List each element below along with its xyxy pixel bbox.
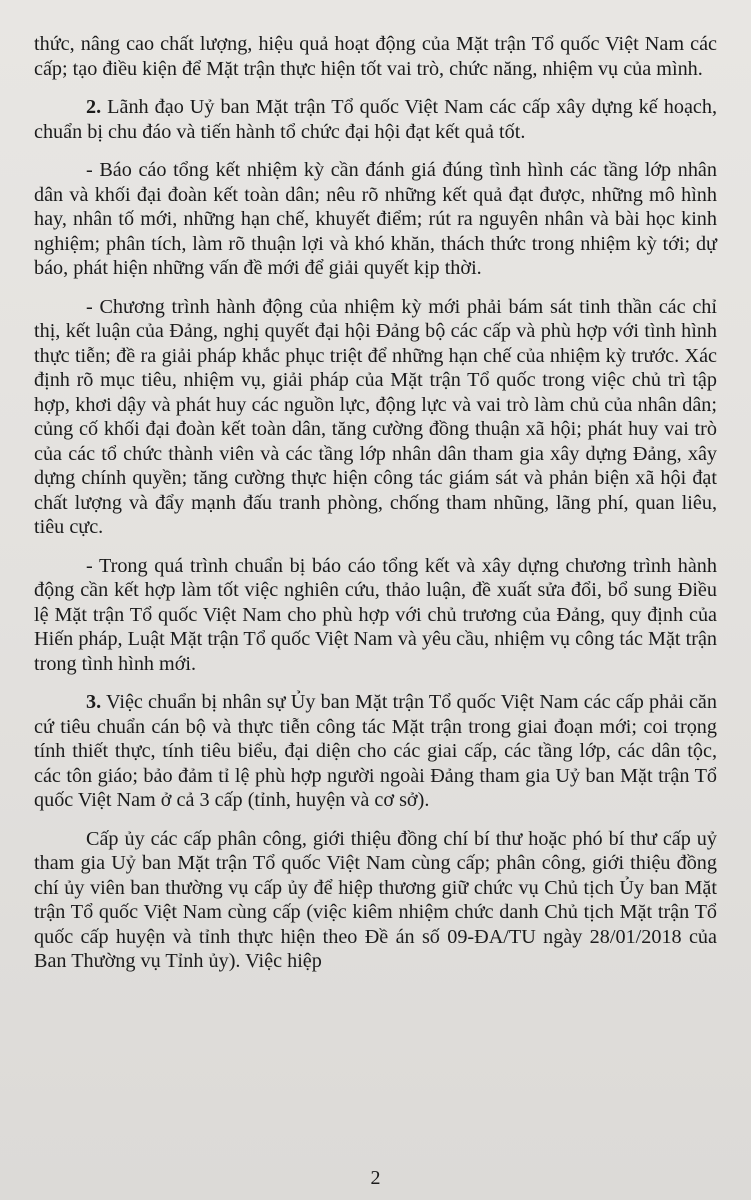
page-number: 2 <box>370 1167 381 1189</box>
paragraph-text: - Trong quá trình chuẩn bị báo cáo tổng kết và xây dựng chương trình hành động cần kết hợp làm tốt việc nghiên cứu, thảo luận, đề xuất sửa đổi, bổ sung Điều lệ Mặt trận Tổ quốc Việt Nam cho phù hợp với chủ trương của Đảng, quy định của Hiến pháp, Luật Mặt trận Tổ quốc Việt Nam và yêu cầu, nhiệm vụ công tác Mặt trận trong tình hình mới. <box>34 554 717 675</box>
paragraph-section-3 <box>34 690 717 813</box>
paragraph-text: Cấp ủy các cấp phân công, giới thiệu đồng chí bí thư hoặc phó bí thư cấp uỷ tham gia Uỷ ban Mặt trận Tổ quốc Việt Nam cùng cấp; phân công, giới thiệu đồng chí ủy viên ban thường vụ cấp ủy để hiệp thương giữ chức vụ Chủ tịch Ủy ban Mặt trận Tổ quốc Việt Nam cùng cấp (việc kiêm nhiệm chức danh Chủ tịch Mặt trận Tổ quốc cấp huyện và tỉnh thực hiện theo Đề án số 09-ĐA/TU ngày 28/01/2018 của Ban Thường vụ Tỉnh ủy). Việc hiệp <box>34 827 717 972</box>
paragraph-charter-amendment <box>34 554 717 677</box>
paragraph-text: - Chương trình hành động của nhiệm kỳ mới phải bám sát tinh thần các chỉ thị, kết luận của Đảng, nghị quyết đại hội Đảng bộ các cấp và phù hợp với tình hình thực tiễn; đề ra giải pháp khắc phục triệt để những hạn chế của nhiệm kỳ trước. Xác định rõ mục tiêu, nhiệm vụ, giải pháp của Mặt trận Tổ quốc trong việc chủ trì tập hợp, khơi dậy và phát huy các nguồn lực, động lực và vai trò làm chủ của nhân dân; củng cố khối đại đoàn kết toàn dân, tăng cường đồng thuận xã hội; phát huy vai trò của các tổ chức thành viên và các tầng lớp nhân dân tham gia xây dựng Đảng, xây dựng chính quyền; tăng cường thực hiện công tác giám sát và phản biện xã hội đạt chất lượng và đẩy mạnh đấu tranh phòng, chống tham nhũng, lãng phí, quan liêu, tiêu cực. <box>34 295 717 538</box>
section-number: 2. <box>86 96 102 118</box>
paragraph-action-program <box>34 295 717 540</box>
paragraph-report-summary <box>34 158 717 281</box>
paragraph-text: Lãnh đạo Uỷ ban Mặt trận Tổ quốc Việt Nam các cấp xây dựng kế hoạch, chuẩn bị chu đáo và tiến hành tổ chức đại hội đạt kết quả tốt. <box>34 96 717 143</box>
paragraph-text: Việc chuẩn bị nhân sự Ủy ban Mặt trận Tổ quốc Việt Nam các cấp phải căn cứ tiêu chuẩn cán bộ và thực tiễn công tác Mặt trận trong giai đoạn mới; coi trọng tính thiết thực, tính tiêu biểu, đại diện cho các giai cấp, các tầng lớp, các dân tộc, các tôn giáo; bảo đảm tỉ lệ phù hợp người ngoài Đảng tham gia Uỷ ban Mặt trận Tổ quốc Việt Nam ở cả 3 cấp (tỉnh, huyện và cơ sở). <box>34 691 717 811</box>
paragraph-text: - Báo cáo tổng kết nhiệm kỳ cần đánh giá đúng tình hình các tầng lớp nhân dân và khối đại đoàn kết toàn dân; nêu rõ những kết quả đạt được, những mô hình hay, nhân tố mới, những hạn chế, khuyết điểm; rút ra nguyên nhân và bài học kinh nghiệm; phân tích, làm rõ thuận lợi và khó khăn, thách thức trong nhiệm kỳ tới; dự báo, phát hiện những vấn đề mới để giải quyết kịp thời. <box>34 159 717 279</box>
paragraph-text: thức, nâng cao chất lượng, hiệu quả hoạt động của Mặt trận Tổ quốc Việt Nam các cấp; tạo điều kiện để Mặt trận thực hiện tốt vai trò, chức năng, nhiệm vụ của mình. <box>34 33 717 80</box>
paragraph-continuation <box>34 32 717 81</box>
section-number: 3. <box>86 691 102 713</box>
paragraph-section-2 <box>34 95 717 144</box>
paragraph-party-assignment <box>34 827 717 974</box>
